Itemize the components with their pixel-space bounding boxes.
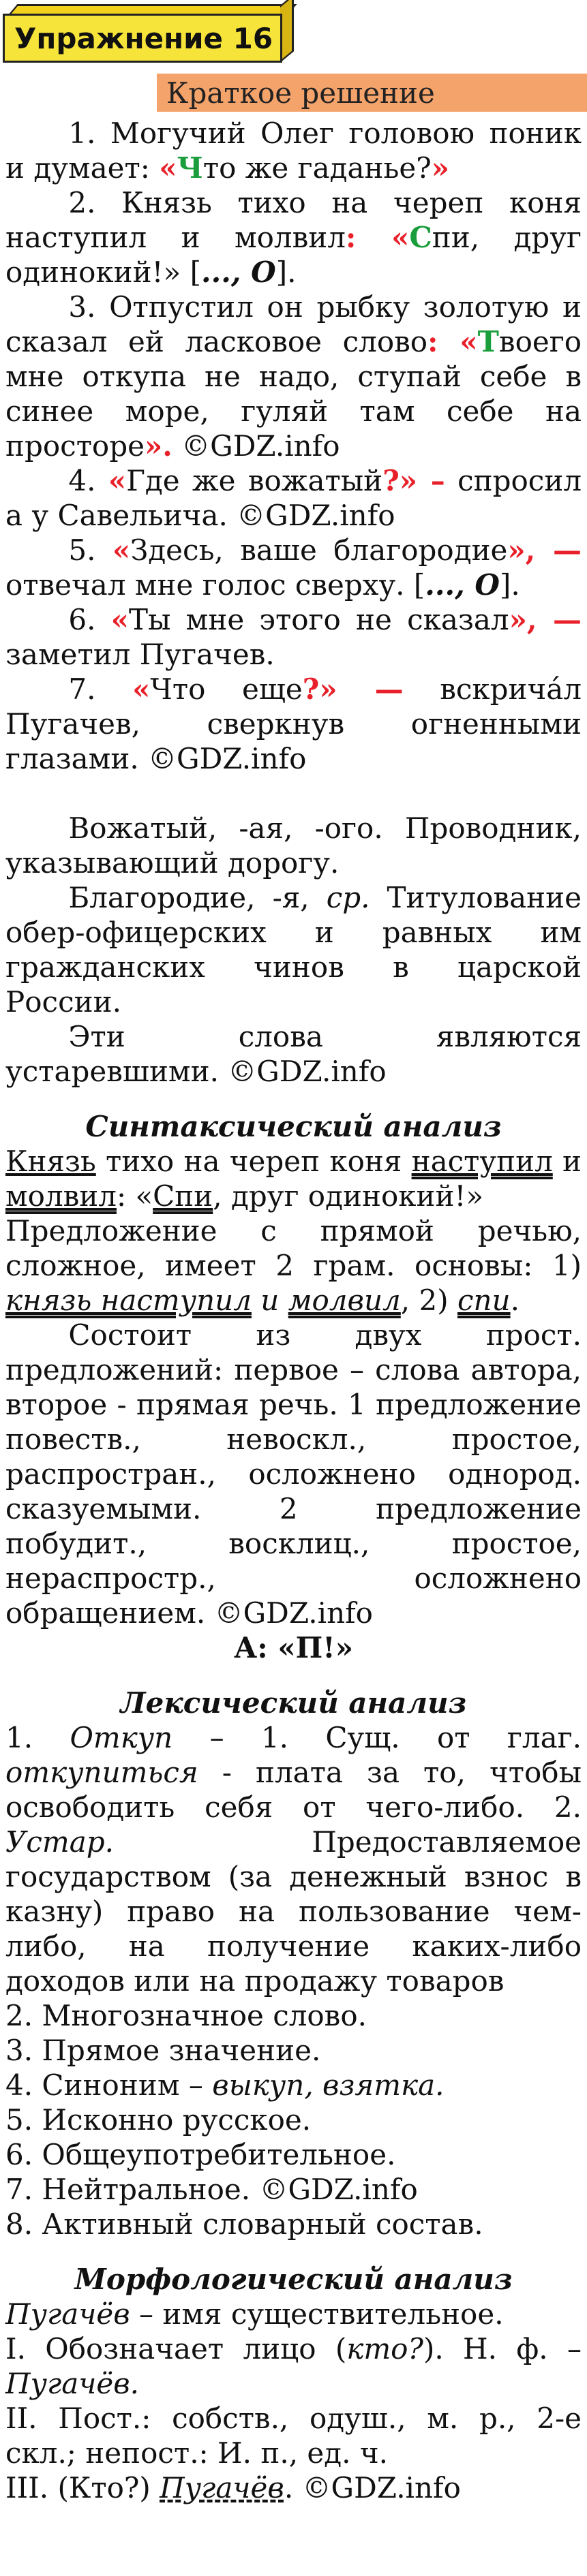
lexical-item-3: 3. Прямое значение. [5, 2034, 321, 2067]
sentence-1: 1. Могучий Олег головою поник и думает: «Что же гаданье?» [5, 117, 582, 185]
syntax-description: Предложение с прямой речью, сложное, имеет 2 грам. основы: 1) князь наступил и молвил, 2) спи. [5, 1214, 582, 1317]
morph-line-3: II. Пост.: собств., одуш., м. р., 2-е скл.; непост.: И. п., ед. ч. [5, 2402, 582, 2470]
lexical-item-8: 8. Активный словарный состав. [5, 2207, 483, 2241]
lexical-item-1: 1. Откуп – 1. Сущ. от глаг. откупиться - плата за то, чтобы освободить себя от чего-либо. 2. Устар. Предоставляемое государством (за денежный взнос в казну) право на пользование чем-либо, на получение каких-либо доходов или на продажу товаров [5, 1721, 582, 1998]
lexical-heading: Лексический анализ [120, 1686, 467, 1720]
short-solution-label: Краткое решение [166, 76, 435, 110]
syntax-analysis: Состоит из двух прост. предложений: первое – слова автора, второе - прямая речь. 1 предложение повеств., невоскл., простое, распростран., осложнено однород. сказуемыми. 2 предложение побудит., восклиц., простое, нераспростр., осложнено обращением. ©GDZ.info [5, 1318, 582, 1630]
exercise-header [3, 3, 303, 65]
short-solution-band [157, 74, 587, 112]
spacer [5, 1089, 582, 1109]
morph-line-2: I. Обозначает лицо (кто?). Н. ф. – Пугачёв. [5, 2332, 582, 2400]
solution-content [5, 116, 582, 2505]
sentence-scheme: А: «П!» [234, 1631, 353, 1664]
word-definition-1: Вожатый, -ая, -ого. Проводник, указывающий дорогу. [5, 811, 582, 880]
lexical-item-5: 5. Исконно русское. [5, 2103, 312, 2137]
morph-line-4: III. (Кто?) Пугачёв. ©GDZ.info [5, 2471, 461, 2504]
sentence-2: 2. Князь тихо на череп коня наступил и молвил: «Спи, друг одинокий!» [..., О]. [5, 186, 582, 289]
sentence-4: 4. «Где же вожатый?» – спросил а у Савельича. ©GDZ.info [5, 464, 582, 532]
lexical-item-4: 4. Синоним – выкуп, взятка. [5, 2068, 445, 2102]
syntax-sentence: Князь тихо на череп коня наступил и молвил: «Спи, друг одинокий!» [5, 1145, 582, 1213]
lexical-item-7: 7. Нейтральное. ©GDZ.info [5, 2173, 418, 2206]
spacer [5, 776, 582, 811]
sentence-7: 7. «Что еще?» — вскричáл Пугачев, сверкнув огненными глазами. ©GDZ.info [5, 672, 582, 775]
word-definition-2: Благородие, -я, ср. Титулование обер-офицерских и равных им гражданских чинов в царской России. [5, 881, 582, 1019]
words-note: Эти слова являются устаревшими. ©GDZ.info [5, 1020, 582, 1088]
lexical-item-6: 6. Общеупотребительное. [5, 2138, 396, 2171]
spacer [5, 1665, 582, 1686]
header-box-side [280, 0, 294, 63]
morph-line-1: Пугачёв – имя существительное. [5, 2297, 504, 2331]
sentence-3: 3. Отпустил он рыбку золотую и сказал ей ласковое слово: «Твоего мне откупа не надо, ступай себе в синее море, гуляй там себе на просторе». ©GDZ.info [5, 290, 582, 463]
exercise-title: Упражнение 16 [3, 14, 282, 63]
spacer [5, 2241, 582, 2262]
morph-heading: Морфологический анализ [74, 2263, 513, 2296]
sentence-6: 6. «Ты мне этого не сказал», — заметил Пугачев. [5, 603, 582, 671]
lexical-item-2: 2. Многозначное слово. [5, 1999, 367, 2032]
syntax-heading: Синтаксический анализ [85, 1110, 502, 1143]
sentence-5: 5. «Здесь, ваше благородие», — отвечал мне голос сверху. [..., О]. [5, 533, 582, 602]
